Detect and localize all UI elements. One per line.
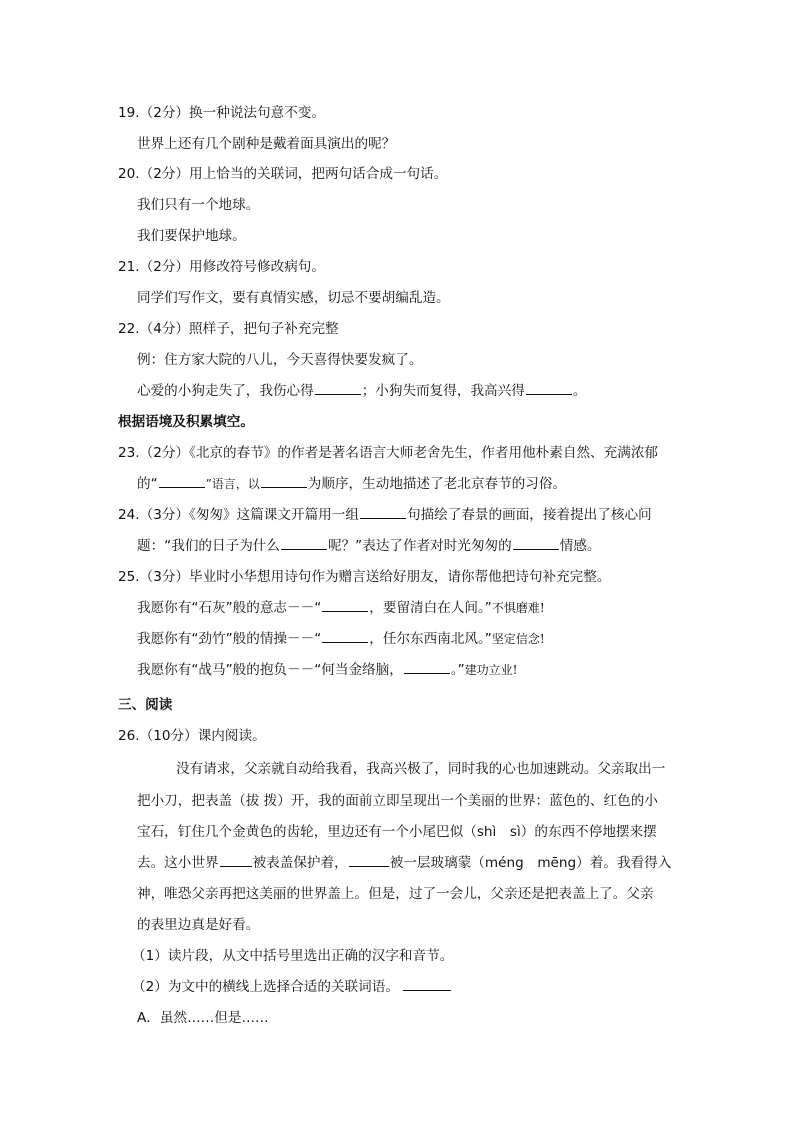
q22-blank-2[interactable]	[526, 381, 572, 395]
q25-row2-a: 我愿你有“劲竹”般的情操－－“	[137, 631, 322, 647]
q26-para-line-4	[137, 853, 671, 873]
q25-label: 25.（3分）毕业时小华想用诗句作为赠言送给好朋友，请你帮他把诗句补充完整。	[118, 569, 611, 585]
q21-sentence: 同学们写作文，要有真情实感，切忌不要胡编乱造。	[137, 290, 450, 306]
q23-part-c: 为顺序，生动地描述了老北京春节的习俗。	[307, 476, 567, 492]
q26-para-line-3: 宝石，钉住几个金黄色的齿轮，里边还有一个小尾巴似（shì sì）的东西不停地摆来摆	[137, 824, 657, 840]
q22-prompt	[137, 381, 586, 401]
q25-row3-a: 我愿你有“战马”般的抱负－－“何当金络脑，	[137, 662, 403, 678]
q25-blank-1[interactable]	[322, 598, 368, 612]
q26-blank-1[interactable]	[220, 853, 252, 867]
q23-line-1: 23.（2分）《北京的春节》的作者是著名语言大师老舍先生，作者用他朴素自然、充满浓郁	[118, 445, 659, 461]
q23-blank-2[interactable]	[261, 474, 307, 488]
q24-part-a: 24.（3分）《匆匆》这篇课文开篇用一组	[118, 507, 359, 523]
q24-part-d: 呢？”表达了作者对时光匆匆的	[327, 538, 512, 554]
q21-label: 21.（2分）用修改符号修改病句。	[118, 259, 325, 275]
q25-row-1	[137, 598, 545, 618]
q20-sentence-2: 我们要保护地球。	[137, 228, 246, 244]
q25-row2-c: 坚定信念!	[491, 632, 545, 646]
q25-blank-3[interactable]	[404, 660, 450, 674]
q26-sub2-text: （2）为文中的横线上选择合适的关联词语。	[132, 979, 399, 995]
q22-prompt-part3: 。	[572, 383, 587, 399]
q26-label: 26.（10分）课内阅读。	[118, 728, 266, 744]
q23-line-2	[137, 474, 566, 494]
q22-blank-1[interactable]	[315, 381, 361, 395]
q26-para-line-5: 神，唯恐父亲再把这美丽的世界盖上。但是，过了一会儿，父亲还是把表盖上了。父亲	[137, 886, 654, 902]
q26-blank-2[interactable]	[349, 853, 389, 867]
q24-line-2	[137, 536, 601, 556]
q19-sentence: 世界上还有几个剧种是戴着面具演出的呢？	[137, 136, 396, 152]
q26-para4-c: 被一层玻璃蒙（méng mēng）着。我看得入	[389, 855, 672, 871]
q25-row3-b: 。”	[450, 662, 465, 678]
q24-blank-2[interactable]	[281, 536, 327, 550]
q23-blank-1[interactable]	[159, 474, 205, 488]
q26-sub-1: （1）读片段，从文中括号里选出正确的汉字和音节。	[132, 948, 454, 964]
q24-line-1	[118, 505, 652, 525]
section-fill-heading: 根据语境及积累填空。	[118, 414, 254, 430]
q23-part-a: 的“	[137, 476, 158, 492]
q24-blank-1[interactable]	[360, 505, 406, 519]
q25-row1-a: 我愿你有“石灰”般的意志－－“	[137, 600, 322, 616]
q22-prompt-part2: ；小狗失而复得，我高兴得	[361, 383, 525, 399]
q24-blank-3[interactable]	[513, 536, 559, 550]
section-reading-heading: 三、阅读	[118, 697, 173, 713]
q26-sub2-blank[interactable]	[403, 977, 451, 991]
q26-para4-a: 去。这小世界	[137, 855, 219, 871]
q26-para-line-2: 把小刀，把表盖（拔 拨）开，我的面前立即呈现出一个美丽的世界：蓝色的、红色的小	[137, 793, 658, 809]
q26-option-a[interactable]: A．虽然……但是……	[137, 1010, 269, 1026]
q25-row1-c: 不惧磨难!	[491, 601, 545, 615]
q26-para-line-6: 的表里边真是好看。	[137, 917, 260, 933]
q24-part-b: 句描绘了春景的画面，接着提出了核心问	[406, 507, 652, 523]
q25-row1-b: ，要留清白在人间。”	[369, 600, 492, 616]
q25-row2-b: ，任尔东西南北风。”	[369, 631, 492, 647]
q26-sub-2	[132, 977, 452, 997]
q25-blank-2[interactable]	[322, 629, 368, 643]
q24-part-c: 题：“我们的日子为什么	[137, 538, 280, 554]
q25-row-3	[137, 660, 518, 680]
q25-row-2	[137, 629, 545, 649]
q19-label: 19.（2分）换一种说法句意不变。	[118, 105, 325, 121]
q23-part-b: ”语言，以	[205, 477, 260, 491]
q22-example: 例：住方家大院的八儿，今天喜得快要发疯了。	[137, 352, 423, 368]
q24-part-e: 情感。	[559, 538, 601, 554]
q20-sentence-1: 我们只有一个地球。	[137, 197, 260, 213]
q26-para4-b: 被表盖保护着，	[252, 855, 348, 871]
q20-label: 20.（2分）用上恰当的关联词，把两句话合成一句话。	[118, 166, 448, 182]
q22-prompt-part1: 心爱的小狗走失了，我伤心得	[137, 383, 314, 399]
q25-row3-c: 建功立业!	[464, 663, 518, 677]
q26-para-line-1: 没有请求，父亲就自动给我看，我高兴极了，同时我的心也加速跳动。父亲取出一	[176, 761, 666, 777]
q22-label: 22.（4分）照样子，把句子补充完整	[118, 321, 339, 337]
